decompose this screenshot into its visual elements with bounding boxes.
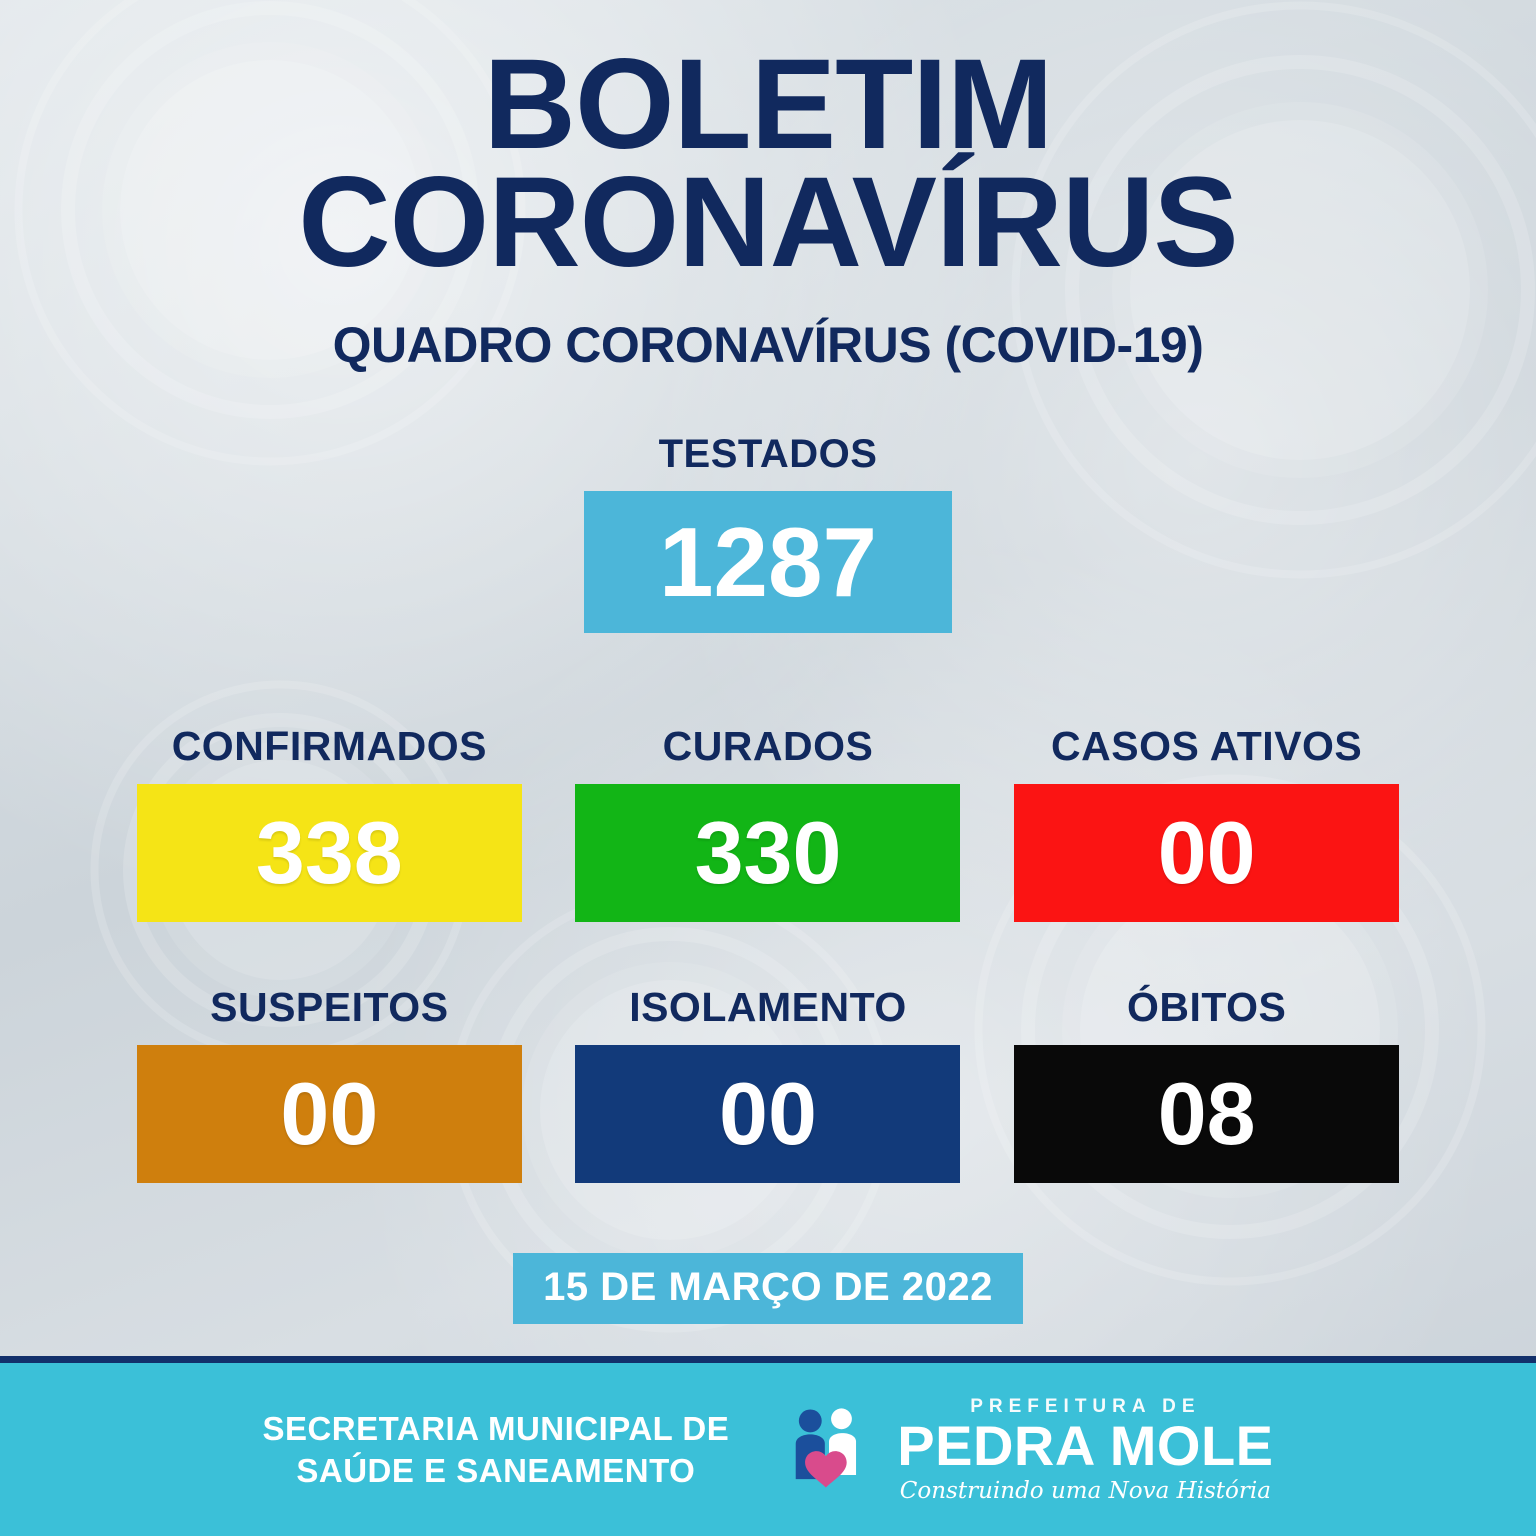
bulletin-date: 15 DE MARÇO DE 2022	[513, 1253, 1023, 1324]
stat-suspeitos	[110, 984, 549, 1183]
page-title	[0, 0, 1536, 294]
title-line-2: CORONAVÍRUS	[298, 150, 1238, 294]
stat-label: CASOS ATIVOS	[1051, 722, 1363, 769]
date-section	[0, 1253, 1536, 1324]
stat-value: 330	[575, 784, 960, 922]
city-logo	[777, 1396, 1273, 1504]
stat-value: 00	[137, 1045, 522, 1183]
brand-name: PEDRA MOLE	[897, 1413, 1274, 1477]
stat-label: SUSPEITOS	[210, 983, 449, 1030]
page-subtitle: QUADRO CORONAVÍRUS (COVID-19)	[332, 316, 1204, 373]
stat-label: CURADOS	[662, 722, 874, 769]
tested-value: 1287	[584, 491, 952, 633]
stat-value: 338	[137, 784, 522, 922]
stat-value: 08	[1014, 1045, 1399, 1183]
tested-label: TESTADOS	[658, 431, 878, 476]
brand-slogan: Construindo uma Nova História	[899, 1477, 1271, 1504]
stat-obitos	[987, 984, 1426, 1183]
footer	[0, 1356, 1536, 1536]
stat-value: 00	[575, 1045, 960, 1183]
stat-casos-ativos	[987, 723, 1426, 922]
secretary-line-2: SAÚDE E SANEAMENTO	[296, 1451, 696, 1489]
secretary-line-1: SECRETARIA MUNICIPAL DE	[262, 1410, 730, 1448]
stat-label: CONFIRMADOS	[171, 722, 487, 769]
stat-label: ÓBITOS	[1126, 983, 1287, 1030]
brand-prefix: PREFEITURA DE	[970, 1395, 1201, 1417]
tested-stat	[0, 432, 1536, 633]
city-wordmark	[897, 1396, 1273, 1504]
secretary-name	[262, 1408, 729, 1491]
stat-value: 00	[1014, 784, 1399, 922]
people-heart-icon	[777, 1398, 881, 1502]
title-line-1: BOLETIM	[483, 33, 1053, 176]
stats-grid	[0, 723, 1536, 1183]
stat-confirmados	[110, 723, 549, 922]
stat-label: ISOLAMENTO	[629, 983, 907, 1030]
stat-isolamento	[549, 984, 988, 1183]
stat-curados	[549, 723, 988, 922]
